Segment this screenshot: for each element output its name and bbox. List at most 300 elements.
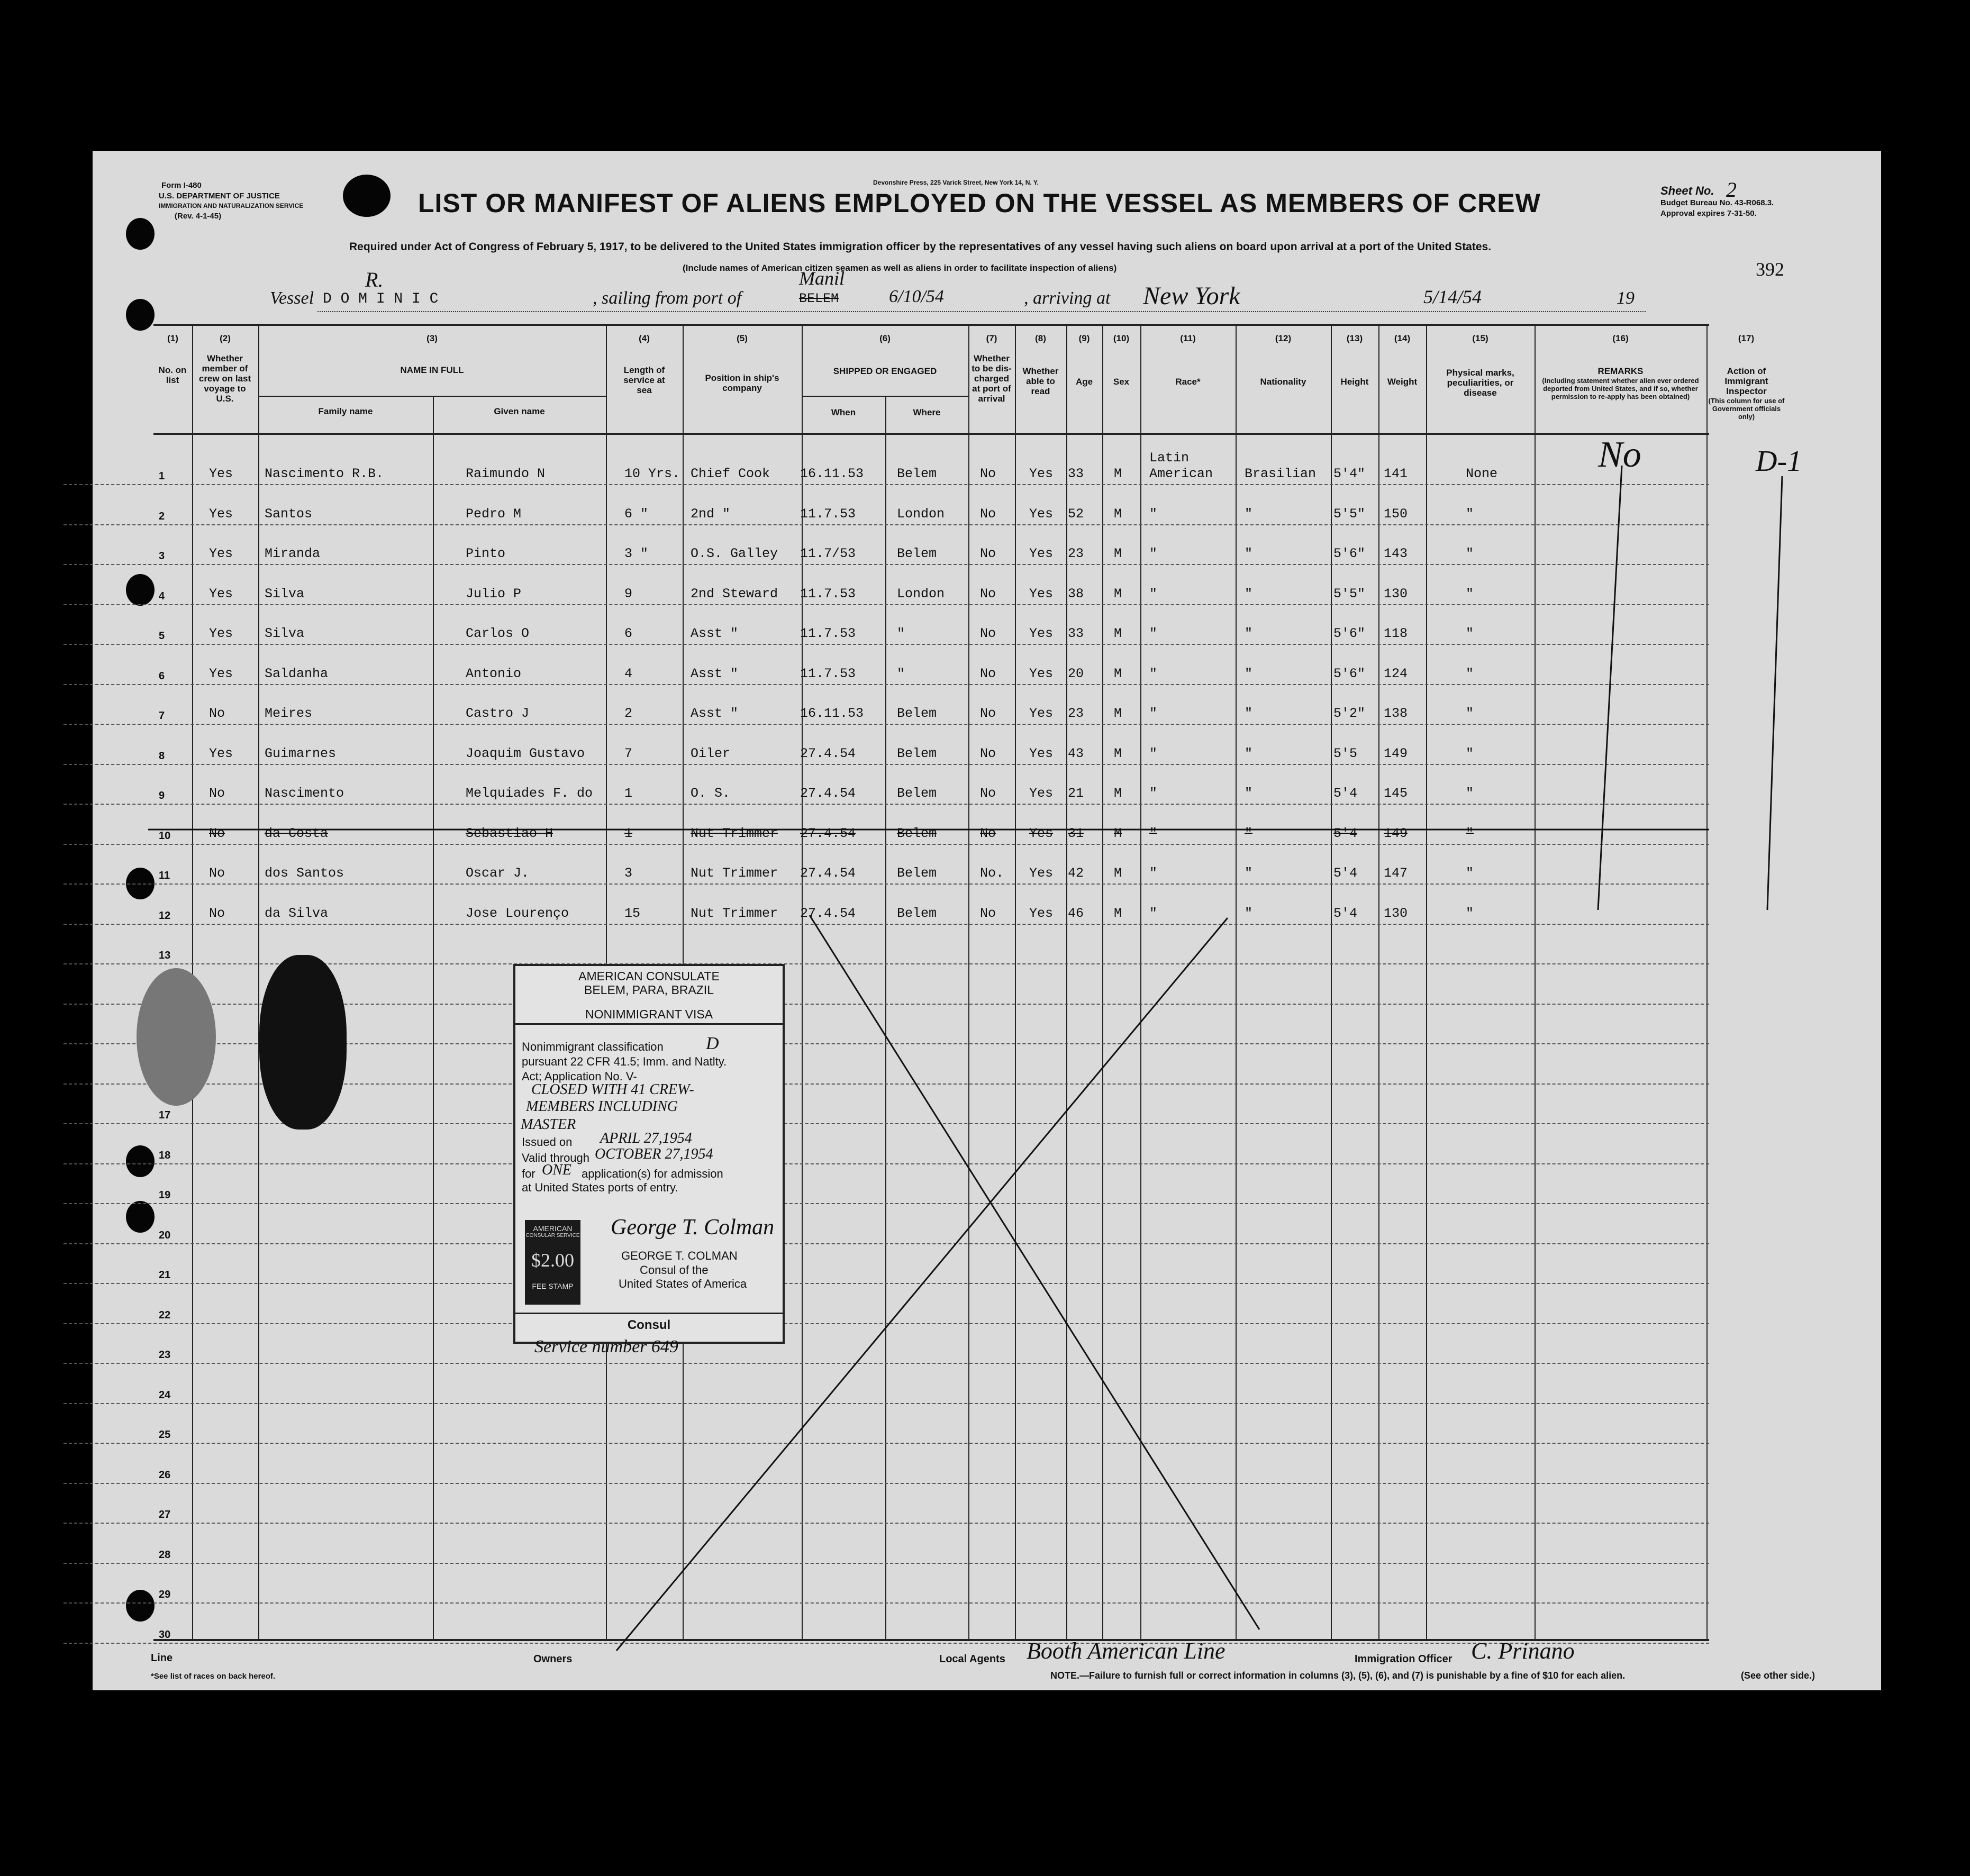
required-statement: Required under Act of Congress of February 5, 1917, to be delivered to the United States immigration officer by the representatives of any vessel having such aliens on board upon arrival at a port of the United States. <box>349 241 1492 253</box>
col-num-7: (7) <box>986 333 997 343</box>
cell-sex: M <box>1114 506 1122 522</box>
cell-marks: " <box>1466 866 1474 881</box>
row-number: 17 <box>159 1109 171 1121</box>
cell-marks: None <box>1466 466 1498 481</box>
cell-nationality: " <box>1245 706 1253 721</box>
cell-nationality: " <box>1245 866 1253 881</box>
visa-count: ONE <box>542 1162 571 1178</box>
cell-weight: 150 <box>1384 506 1408 522</box>
cell-weight: 118 <box>1384 626 1408 641</box>
cell-race: " <box>1149 786 1158 801</box>
cell-weight: 149 <box>1384 825 1408 841</box>
cell-service: 1 <box>624 825 633 841</box>
action-handwritten: D-1 <box>1756 445 1802 478</box>
cell-where: London <box>897 506 945 522</box>
cell-prev: Yes <box>209 466 233 481</box>
cell-when: 27.4.54 <box>800 905 856 921</box>
cell-race: " <box>1149 586 1158 602</box>
cell-read: Yes <box>1029 905 1054 921</box>
cell-family: Miranda <box>265 546 321 561</box>
cell-service: 7 <box>624 745 633 761</box>
visa-line: at United States ports of entry. <box>522 1181 678 1194</box>
cell-age: 42 <box>1068 866 1084 881</box>
cell-height: 5'6" <box>1333 626 1366 641</box>
cell-service: 6 <box>624 626 633 641</box>
form-id: Form I-480 <box>161 181 202 190</box>
cell-family: Meires <box>265 706 313 721</box>
row-number: 20 <box>159 1229 171 1241</box>
col-num-3: (3) <box>426 333 438 343</box>
cell-disch: No <box>980 626 996 641</box>
col-head-3: NAME IN FULL <box>400 365 464 375</box>
row-number: 7 <box>159 710 165 722</box>
visa-line: Act; Application No. V- <box>522 1070 637 1083</box>
visa-valid-date: OCTOBER 27,1954 <box>595 1146 713 1162</box>
cell-prev: No <box>209 706 225 721</box>
row-number: 27 <box>159 1509 171 1520</box>
cell-read: Yes <box>1029 745 1054 761</box>
cell-where: Belem <box>897 905 937 921</box>
cell-race: " <box>1149 825 1158 841</box>
cell-service: 9 <box>624 586 633 602</box>
cell-disch: No <box>980 786 996 801</box>
cell-sex: M <box>1114 745 1122 761</box>
row-number: 29 <box>159 1589 171 1600</box>
col-num-2: (2) <box>220 333 231 343</box>
cell-read: Yes <box>1029 666 1054 681</box>
cell-weight: 141 <box>1384 466 1408 481</box>
cell-marks: " <box>1466 546 1474 561</box>
cell-age: 23 <box>1068 546 1084 561</box>
see-other-side: (See other side.) <box>1741 1670 1815 1681</box>
cell-sex: M <box>1114 706 1122 721</box>
include-statement: (Include names of American citizen seamen as well as aliens in order to facilitate inspection of aliens) <box>683 263 1117 273</box>
cell-disch: No <box>980 666 996 681</box>
col-head-10: Sex <box>1113 377 1130 387</box>
cell-read: Yes <box>1029 626 1054 641</box>
col-num-9: (9) <box>1078 333 1090 343</box>
row-number: 2 <box>159 510 165 522</box>
cell-service: 10 Yrs. <box>624 466 680 481</box>
cell-race: " <box>1149 706 1158 721</box>
fine-note: NOTE.—Failure to furnish full or correct information in columns (3), (5), (6), and (7) is punishable by a fine of $10 for each alien. <box>1050 1670 1626 1681</box>
cell-where: Belem <box>897 745 937 761</box>
cell-race: Latin American <box>1149 450 1213 481</box>
cell-race: " <box>1149 506 1158 522</box>
row-number: 12 <box>159 909 171 922</box>
cell-read: Yes <box>1029 706 1054 721</box>
page-title: LIST OR MANIFEST OF ALIENS EMPLOYED ON THE VESSEL AS MEMBERS OF CREW <box>418 188 1541 218</box>
cell-where: London <box>897 586 945 602</box>
row-number: 4 <box>159 590 165 602</box>
col-num-6: (6) <box>879 333 891 343</box>
col-num-11: (11) <box>1180 333 1196 343</box>
cell-prev: Yes <box>209 546 233 561</box>
cell-family: Guimarnes <box>265 745 337 761</box>
visa-line: Issued on <box>522 1135 573 1149</box>
family-name-head: Family name <box>318 406 373 416</box>
visa-line: United States of America <box>619 1277 747 1290</box>
visa-line: BELEM, PARA, BRAZIL <box>584 983 714 997</box>
col-num-14: (14) <box>1394 333 1411 343</box>
budget-number: Budget Bureau No. 43-R068.3. <box>1660 198 1774 207</box>
visa-issued-date: APRIL 27,1954 <box>600 1130 692 1146</box>
cell-height: 5'5 <box>1333 745 1358 761</box>
cell-race: " <box>1149 905 1158 921</box>
cell-height: 5'6" <box>1333 546 1366 561</box>
cell-weight: 138 <box>1384 706 1408 721</box>
cell-read: Yes <box>1029 506 1054 522</box>
cell-prev: No <box>209 905 225 921</box>
row-number: 1 <box>159 470 165 482</box>
sailing-label: , sailing from port of <box>593 288 742 308</box>
cell-prev: No <box>209 825 225 841</box>
cell-position: Nut Trimmer <box>691 825 778 841</box>
cell-height: 5'4 <box>1333 786 1358 801</box>
col-head-17: Action of Immigrant Inspector <box>1724 366 1768 396</box>
row-number: 9 <box>159 790 165 802</box>
consul-signature: George T. Colman <box>611 1215 775 1240</box>
row-number: 19 <box>159 1189 171 1201</box>
cell-disch: No <box>980 825 996 841</box>
cell-marks: " <box>1466 626 1474 641</box>
vessel-label: Vessel <box>270 288 314 308</box>
footer-agents-label: Local Agents <box>939 1653 1005 1665</box>
col-num-16: (16) <box>1612 333 1629 343</box>
cell-weight: 143 <box>1384 546 1408 561</box>
cell-family: Silva <box>265 586 305 602</box>
row-number: 24 <box>159 1389 171 1401</box>
row-number: 8 <box>159 750 165 762</box>
cell-where: Belem <box>897 825 937 841</box>
remarks-handwritten: No <box>1598 434 1641 475</box>
row-number: 28 <box>159 1549 171 1561</box>
cell-height: 5'5" <box>1333 586 1366 602</box>
visa-line: AMERICAN CONSULATE <box>578 969 720 983</box>
col-num-4: (4) <box>639 333 650 343</box>
cell-age: 33 <box>1068 466 1084 481</box>
cell-marks: " <box>1466 745 1474 761</box>
cell-service: 3 " <box>624 546 649 561</box>
col-head-11: Race* <box>1175 377 1201 387</box>
cell-service: 4 <box>624 666 633 681</box>
when-head: When <box>831 407 856 417</box>
cell-when: 27.4.54 <box>800 786 856 801</box>
col-head-16: REMARKS <box>1597 366 1644 376</box>
visa-handwritten: MASTER <box>521 1116 576 1133</box>
fee-stamp-text: AMERICAN <box>533 1224 573 1233</box>
cell-when: 11.7.53 <box>800 666 856 681</box>
cell-read: Yes <box>1029 786 1054 801</box>
cell-age: 20 <box>1068 666 1084 681</box>
cell-given: Julio P <box>466 586 522 602</box>
cell-position: Chief Cook <box>691 466 770 481</box>
cell-marks: " <box>1466 825 1474 841</box>
cell-nationality: " <box>1245 825 1253 841</box>
col-head-7: Whether to be dis-charged at port of arrival <box>972 353 1012 404</box>
approval-expiry: Approval expires 7-31-50. <box>1660 209 1757 218</box>
cell-when: 11.7/53 <box>800 546 856 561</box>
row-number: 18 <box>159 1149 171 1161</box>
cell-given: Jose Lourenço <box>466 905 569 921</box>
cell-family: Nascimento <box>265 786 344 801</box>
visa-line: for <box>522 1167 535 1180</box>
cell-race: " <box>1149 666 1158 681</box>
visa-line: NONIMMIGRANT VISA <box>585 1007 713 1021</box>
sheet-number: 2 <box>1726 178 1737 202</box>
cell-age: 33 <box>1068 626 1084 641</box>
fee-stamp-text: FEE STAMP <box>532 1282 574 1290</box>
cell-position: O.S. Galley <box>691 546 778 561</box>
visa-classification: D <box>706 1034 719 1053</box>
col-num-5: (5) <box>737 333 748 343</box>
col-head-6: SHIPPED OR ENGAGED <box>833 366 937 376</box>
col-num-10: (10) <box>1113 333 1130 343</box>
cell-nationality: " <box>1245 546 1253 561</box>
port-struck: BELEM <box>799 291 839 306</box>
cell-race: " <box>1149 626 1158 641</box>
cell-disch: No <box>980 546 996 561</box>
cell-where: Belem <box>897 786 937 801</box>
col-head-13: Height <box>1340 377 1369 387</box>
cell-where: " <box>897 666 905 681</box>
cell-position: Asst " <box>691 666 739 681</box>
cell-given: Joaquim Gustavo <box>466 745 585 761</box>
cell-sex: M <box>1114 546 1122 561</box>
cell-where: Belem <box>897 866 937 881</box>
cell-nationality: " <box>1245 745 1253 761</box>
col-head-14: Weight <box>1387 377 1418 387</box>
cell-age: 21 <box>1068 786 1084 801</box>
cell-given: Antonio <box>466 666 522 681</box>
cell-height: 5'5" <box>1333 506 1366 522</box>
where-head: Where <box>913 407 941 417</box>
cell-age: 38 <box>1068 586 1084 602</box>
cell-when: 11.7.53 <box>800 586 856 602</box>
cell-sex: M <box>1114 626 1122 641</box>
cell-race: " <box>1149 866 1158 881</box>
cell-race: " <box>1149 745 1158 761</box>
cell-given: Pinto <box>466 546 506 561</box>
row-number: 25 <box>159 1429 171 1441</box>
cell-marks: " <box>1466 586 1474 602</box>
cell-height: 5'4 <box>1333 905 1358 921</box>
col-head-1: No. on list <box>158 365 187 385</box>
row-number: 10 <box>159 830 171 842</box>
cell-position: Oiler <box>691 745 731 761</box>
cell-family: da Costa <box>265 825 329 841</box>
cell-read: Yes <box>1029 825 1054 841</box>
cell-age: 43 <box>1068 745 1084 761</box>
col-num-17: (17) <box>1738 333 1755 343</box>
page-number: 392 <box>1756 259 1784 280</box>
footer-line-label: Line <box>151 1652 173 1664</box>
row-number: 3 <box>159 550 165 562</box>
cell-disch: No <box>980 745 996 761</box>
cell-given: Melquiades F. do <box>466 786 593 801</box>
year-label: 19 <box>1617 288 1635 308</box>
visa-handwritten: CLOSED WITH 41 CREW- <box>531 1081 694 1098</box>
service-number: Service number 649 <box>534 1337 678 1356</box>
cell-marks: " <box>1466 905 1474 921</box>
cell-disch: No. <box>980 866 1004 881</box>
cell-family: dos Santos <box>265 866 344 881</box>
row-number: 26 <box>159 1469 171 1481</box>
col-num-8: (8) <box>1035 333 1046 343</box>
cell-read: Yes <box>1029 586 1054 602</box>
cell-weight: 149 <box>1384 745 1408 761</box>
cell-nationality: Brasilian <box>1245 466 1317 481</box>
visa-line: Consul of the <box>640 1263 709 1277</box>
cell-family: Saldanha <box>265 666 329 681</box>
cell-prev: No <box>209 786 225 801</box>
footer-officer-label: Immigration Officer <box>1355 1653 1452 1665</box>
cell-weight: 147 <box>1384 866 1408 881</box>
cell-when: 11.7.53 <box>800 506 856 522</box>
cell-position: 2nd " <box>691 506 731 522</box>
cell-marks: " <box>1466 506 1474 522</box>
cell-when: 11.7.53 <box>800 626 856 641</box>
sheet-label: Sheet No. <box>1660 184 1714 197</box>
cell-position: O. S. <box>691 786 731 801</box>
form-id: IMMIGRATION AND NATURALIZATION SERVICE <box>159 202 304 210</box>
cell-read: Yes <box>1029 866 1054 881</box>
cell-given: Castro J <box>466 706 530 721</box>
cell-family: Santos <box>265 506 313 522</box>
cell-when: 27.4.54 <box>800 866 856 881</box>
visa-line: GEORGE T. COLMAN <box>621 1249 738 1262</box>
col-head-8: Whether able to read <box>1022 366 1059 396</box>
cell-prev: Yes <box>209 586 233 602</box>
cell-prev: Yes <box>209 666 233 681</box>
cell-given: Pedro M <box>466 506 522 522</box>
cell-disch: No <box>980 905 996 921</box>
col-num-13: (13) <box>1346 333 1363 343</box>
cell-sex: M <box>1114 905 1122 921</box>
visa-line: Consul <box>627 1318 671 1332</box>
cell-service: 1 <box>624 786 633 801</box>
cell-height: 5'6" <box>1333 666 1366 681</box>
cell-sex: M <box>1114 866 1122 881</box>
row-number: 30 <box>159 1628 171 1641</box>
cell-position: Asst " <box>691 706 739 721</box>
row-number: 5 <box>159 630 165 642</box>
cell-height: 5'4 <box>1333 866 1358 881</box>
cell-given: Raimundo N <box>466 466 546 481</box>
cell-sex: M <box>1114 666 1122 681</box>
cell-given: Sebastiao H <box>466 825 553 841</box>
fee-stamp-value: $2.00 <box>531 1250 574 1271</box>
given-name-head: Given name <box>494 406 545 416</box>
col-head-5: Position in ship's company <box>705 373 779 393</box>
local-agents-handwritten: Booth American Line <box>1027 1638 1225 1664</box>
immigration-officer-signature: C. Prinano <box>1471 1638 1575 1664</box>
row-number: 13 <box>159 950 171 961</box>
cell-position: 2nd Steward <box>691 586 778 602</box>
printer-line: Devonshire Press, 225 Varick Street, New York 14, N. Y. <box>873 179 1039 186</box>
cell-service: 2 <box>624 706 633 721</box>
row-number: 23 <box>159 1349 171 1361</box>
cell-where: Belem <box>897 706 937 721</box>
cell-nationality: " <box>1245 905 1253 921</box>
visa-line: Valid through <box>522 1151 590 1164</box>
visa-line: Nonimmigrant classification <box>522 1040 664 1053</box>
cell-height: 5'2" <box>1333 706 1366 721</box>
cell-weight: 145 <box>1384 786 1408 801</box>
cell-height: 5'4" <box>1333 466 1366 481</box>
cell-read: Yes <box>1029 546 1054 561</box>
cell-position: Asst " <box>691 626 739 641</box>
cell-family: da Silva <box>265 905 329 921</box>
cell-marks: " <box>1466 706 1474 721</box>
row-number: 11 <box>159 870 170 881</box>
cell-service: 3 <box>624 866 633 881</box>
cell-given: Carlos O <box>466 626 530 641</box>
cell-prev: No <box>209 866 225 881</box>
cell-position: Nut Trimmer <box>691 866 778 881</box>
col-head-9: Age <box>1075 377 1093 387</box>
cell-sex: M <box>1114 586 1122 602</box>
cell-disch: No <box>980 706 996 721</box>
cell-disch: No <box>980 466 996 481</box>
cell-when: 27.4.54 <box>800 825 856 841</box>
col-num-1: (1) <box>167 333 178 343</box>
cell-position: Nut Trimmer <box>691 905 778 921</box>
cell-age: 31 <box>1068 825 1084 841</box>
cell-age: 23 <box>1068 706 1084 721</box>
vessel-name: D O M I N I C <box>323 291 439 307</box>
row-number: 22 <box>159 1309 171 1321</box>
row-number: 6 <box>159 670 165 682</box>
arrive-date: 5/14/54 <box>1423 286 1482 307</box>
cell-given: Oscar J. <box>466 866 530 881</box>
visa-handwritten: MEMBERS INCLUDING <box>526 1098 678 1115</box>
cell-when: 27.4.54 <box>800 745 856 761</box>
cell-nationality: " <box>1245 666 1253 681</box>
row-number: 21 <box>159 1269 171 1281</box>
races-note: *See list of races on back hereof. <box>151 1672 276 1681</box>
col-head-4: Length of service at sea <box>623 365 665 395</box>
action-note: (This column for use of Government officials only) <box>1708 397 1785 421</box>
cell-weight: 130 <box>1384 905 1408 921</box>
cell-marks: " <box>1466 666 1474 681</box>
col-num-15: (15) <box>1472 333 1488 343</box>
form-id: U.S. DEPARTMENT OF JUSTICE <box>159 192 280 201</box>
vessel-prefix: R. <box>365 268 384 292</box>
cell-service: 6 " <box>624 506 649 522</box>
cell-nationality: " <box>1245 626 1253 641</box>
port-handwritten: Manil <box>799 268 845 289</box>
col-head-2: Whether member of crew on last voyage to U.S. <box>198 353 251 404</box>
cell-height: 5'4 <box>1333 825 1358 841</box>
footer-owners-label: Owners <box>533 1653 573 1665</box>
cell-sex: M <box>1114 825 1122 841</box>
cell-disch: No <box>980 586 996 602</box>
cell-where: Belem <box>897 466 937 481</box>
sail-date: 6/10/54 <box>889 287 944 306</box>
cell-age: 46 <box>1068 905 1084 921</box>
col-num-12: (12) <box>1275 333 1292 343</box>
cell-race: " <box>1149 546 1158 561</box>
cell-disch: No <box>980 506 996 522</box>
cell-when: 16.11.53 <box>800 466 864 481</box>
cell-where: " <box>897 626 905 641</box>
cell-marks: " <box>1466 786 1474 801</box>
cell-family: Silva <box>265 626 305 641</box>
cell-read: Yes <box>1029 466 1054 481</box>
col-head-12: Nationality <box>1260 377 1306 387</box>
cell-sex: M <box>1114 786 1122 801</box>
